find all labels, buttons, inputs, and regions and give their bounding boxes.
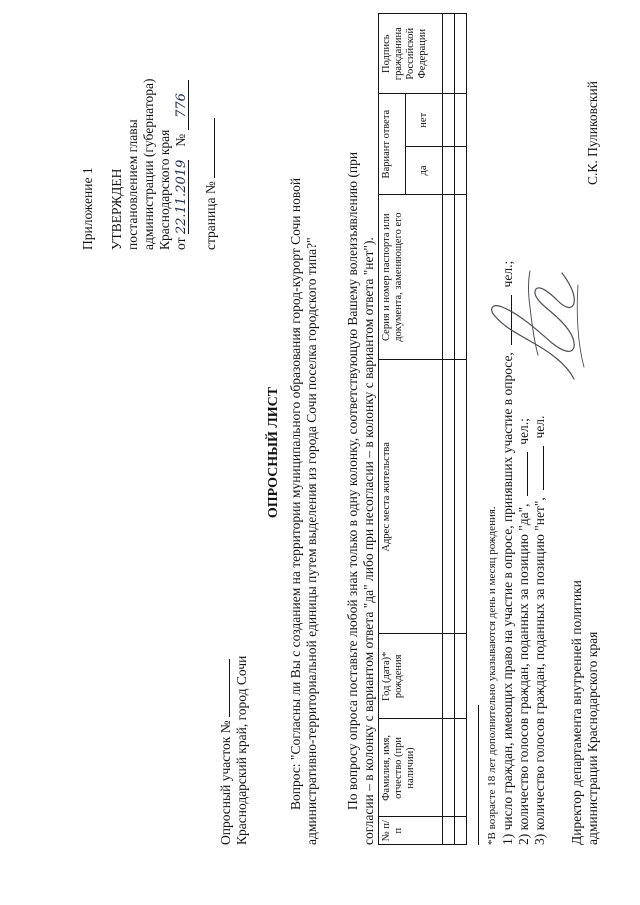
number-prefix: №: [173, 133, 188, 147]
page-number-label: страница №: [203, 181, 218, 250]
table-cell[interactable]: [455, 634, 467, 719]
totals-line-3-text: 3) количество голосов граждан, поданных за позицию "нет",: [532, 497, 547, 845]
totals-line-3-unit: чел.: [532, 415, 547, 439]
page-number-row: [203, 118, 219, 250]
table-cell[interactable]: [443, 194, 455, 360]
page-number-blank: [203, 118, 215, 178]
totals-line-1-unit: чел.;: [500, 260, 515, 288]
handwritten-signature: [478, 265, 598, 385]
table-cell[interactable]: [443, 14, 455, 94]
signatory-name: С.К. Пуликовский: [585, 81, 600, 185]
table-cell[interactable]: [443, 634, 455, 719]
totals-line-1-text: 1) число граждан, имеющих право на участие в опросе, принявших участие в опросе,: [500, 352, 515, 845]
col-header-signature: Подпись гражданина Российской Федерации: [379, 14, 443, 94]
survey-table: [378, 13, 467, 845]
approval-number-value: 776: [175, 81, 189, 131]
instruction-line-2: согласии – в колонку с вариантом ответа "да" либо при несогласии – в колонку с вариантом ответа "нет").: [361, 237, 376, 845]
precinct-number-blank: [218, 659, 230, 717]
approval-line-3: Краснодарского края: [157, 129, 172, 250]
col-header-passport: Серия и номер паспорта или документа, заменяющего его: [379, 194, 443, 360]
approval-date-row: [173, 81, 189, 251]
totals-line-2-text: 2) количество голосов граждан, поданных за позицию "да",: [516, 503, 531, 845]
col-header-no: нет: [406, 94, 443, 147]
totals-blank-2: [516, 452, 528, 496]
table-cell[interactable]: [443, 94, 455, 147]
signatory-line-1: Директор департамента внутренней политики: [569, 580, 584, 845]
question-line-2: административно-территориальной единицы путем выделения из города Сочи поселка городского типа?": [304, 237, 319, 845]
appendix-label: Приложение 1: [80, 167, 95, 250]
table-row: [443, 14, 455, 845]
col-header-address: Адрес места жительства: [379, 360, 443, 634]
table-cell[interactable]: [443, 817, 455, 845]
col-header-birth: Год (дата)* рождения: [379, 634, 443, 719]
precinct-label: Опросный участок №: [218, 720, 233, 845]
document-title: ОПРОСНЫЙ ЛИСТ: [266, 386, 281, 519]
footnote: *В возрасте 18 лет дополнительно указываются день и месяц рождения.: [486, 506, 498, 845]
question-line-1: Вопрос: "Согласны ли Вы с созданием на территории муниципального образования город-курорт Сочи новой: [288, 177, 303, 810]
precinct-location: Краснодарский край, город Сочи: [234, 655, 249, 845]
totals-blank-3: [532, 446, 544, 490]
table-cell[interactable]: [455, 94, 467, 147]
table-cell[interactable]: [455, 194, 467, 360]
approval-line-2: администрации (губернатора): [141, 78, 156, 250]
totals-line-3: [532, 416, 548, 845]
totals-line-2-unit: чел.;: [516, 418, 531, 445]
signatory-line-2: администрации Краснодарского края: [585, 631, 600, 845]
table-cell[interactable]: [443, 719, 455, 817]
table-cell[interactable]: [455, 719, 467, 817]
col-header-number: № п/п: [379, 817, 443, 845]
table-cell[interactable]: [443, 360, 455, 634]
precinct-row: [218, 659, 234, 845]
instruction-line-1: По вопросу опроса поставьте любой знак только в одну колонку, соответствующую Вашему волеизъявлению (при: [345, 151, 360, 810]
table-cell[interactable]: [455, 147, 467, 195]
col-header-answer: Вариант ответа: [379, 94, 406, 194]
approval-date-value: 22.11.2019: [174, 159, 189, 235]
col-header-yes: да: [406, 147, 443, 195]
col-header-name: Фамилия, имя, отчество (при наличии): [379, 719, 443, 817]
table-cell[interactable]: [455, 360, 467, 634]
footnote-separator: [478, 705, 479, 845]
table-cell[interactable]: [443, 147, 455, 195]
table-row: [455, 14, 467, 845]
table-cell[interactable]: [455, 14, 467, 94]
approved-label: УТВЕРЖДЕН: [109, 168, 124, 250]
totals-line-2: [516, 418, 532, 845]
table-cell[interactable]: [455, 817, 467, 845]
approval-line-1: постановлением главы: [125, 119, 140, 250]
date-prefix: от: [173, 237, 188, 250]
